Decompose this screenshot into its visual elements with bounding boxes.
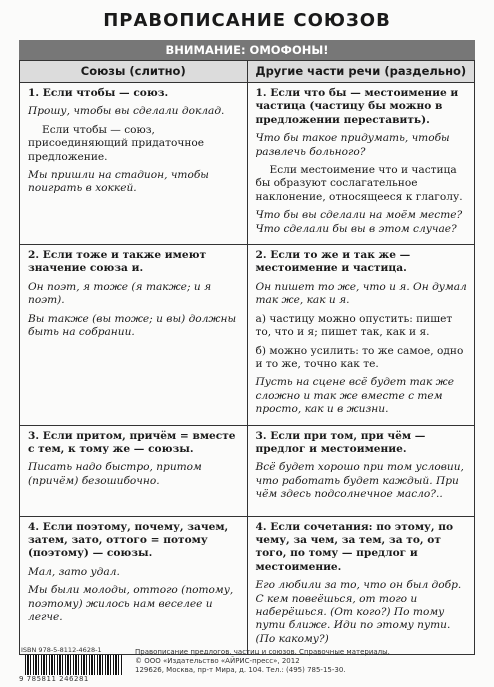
footer-line: 129626, Москва, пр-т Мира, д. 104. Тел.: (495) 785-15-30. <box>135 666 346 674</box>
publisher-footer <box>19 646 475 684</box>
example-text: Он пишет то же, что и я. Он думал так же, как и я. <box>255 280 467 307</box>
example-text: Вы также (вы тоже; и вы) должны быть на собрании. <box>28 312 237 339</box>
example-text: Всё будет хорошо при том условии, что работать будет каждый. При чём здесь подсолнечное масло?.. <box>255 461 464 501</box>
table-row <box>20 245 475 425</box>
rule-text: Если чтобы — союз, присоединяющий придаточное предложение. <box>28 123 205 163</box>
example-text: Что бы вы сделали на моём месте? Что сделали бы вы в этом случае? <box>255 209 463 235</box>
footer-line: © ООО «Издательство «АЙРИС-пресс», 2012 <box>135 657 300 665</box>
rule-text: а) частицу можно опустить: пишет то, что и я; пишет так, как и я. <box>255 312 453 339</box>
column-header-left: Союзы (слитно) <box>20 61 248 83</box>
rule-text: 2. Если тоже и также имеют значение союза и. <box>28 249 207 275</box>
column-header-right: Другие части речи (раздельно) <box>247 61 475 83</box>
rule-text: б) можно усилить: то же самое, одно и то же, точно как те. <box>255 344 464 370</box>
cell-right <box>247 245 475 425</box>
cell-left <box>20 83 248 245</box>
rule-text: 1. Если что бы — местоимение и частица (частицу бы можно в предложении переставить). <box>255 87 459 126</box>
barcode <box>19 646 127 684</box>
table-row <box>20 83 475 245</box>
table-row <box>20 425 475 516</box>
barcode-number: 9 785811 246281 <box>19 675 89 683</box>
cell-left <box>20 516 248 655</box>
rule-text: 3. Если притом, причём = вместе с тем, к тому же — союзы. <box>28 429 236 455</box>
example-text: Его любили за то, что он был добр. С кем повеёшься, от того и наберёшься. (От кого?) По тому пути ближе. Иди по этому пути. (По какому?) <box>255 579 462 645</box>
example-text: Мы были молоды, оттого (потому, поэтому) жилось нам веселее и легче. <box>28 584 234 623</box>
publisher-info <box>135 648 390 675</box>
cell-right <box>247 425 475 516</box>
example-text: Пусть на сцене всё будет так же сложно и так же вместе с тем просто, как и в жизни. <box>255 376 454 416</box>
conjunctions-table <box>19 60 475 655</box>
example-text: Мал, зато удал. <box>28 565 120 578</box>
cell-right <box>247 83 475 245</box>
cell-right <box>247 516 475 655</box>
example-text: Писать надо быстро, притом (причём) безошибочно. <box>28 461 202 487</box>
rule-text: 3. Если при том, при чём — предлог и местоимение. <box>255 429 426 455</box>
rule-text: 1. Если чтобы — союз. <box>28 87 169 99</box>
cell-left <box>20 425 248 516</box>
rule-text: 2. Если то же и так же — местоимение и частица. <box>255 249 411 275</box>
example-text: Что бы такое придумать, чтобы развлечь больного? <box>255 132 450 158</box>
rule-text: 4. Если сочетания: по этому, по чему, за чем, за тем, за то, от того, по тому — предлог и местоимение. <box>255 520 454 573</box>
warning-banner: ВНИМАНИЕ: ОМОФОНЫ! <box>19 40 475 60</box>
page-title: ПРАВОПИСАНИЕ СОЮЗОВ <box>103 10 391 31</box>
isbn-text: ISBN 978-5-8112-4628-1 <box>21 646 102 654</box>
example-text: Он поэт, я тоже (я также; и я поэт). <box>28 280 212 307</box>
example-text: Мы пришли на стадион, чтобы поиграть в хоккей. <box>28 169 209 195</box>
rule-text: Если местоимение что и частица бы образуют сослагательное наклонение, относящееся к глаголу. <box>255 164 463 203</box>
table-row <box>20 516 475 655</box>
cell-left <box>20 245 248 425</box>
barcode-icon <box>25 655 123 675</box>
table-header-row <box>20 61 475 83</box>
rule-text: 4. Если поэтому, почему, зачем, затем, зато, оттого = потому (поэтому) — союзы. <box>28 520 229 560</box>
footer-line: Правописание предлогов, частиц и союзов. Справочные материалы. <box>135 648 390 656</box>
example-text: Прошу, чтобы вы сделали доклад. <box>28 105 225 118</box>
